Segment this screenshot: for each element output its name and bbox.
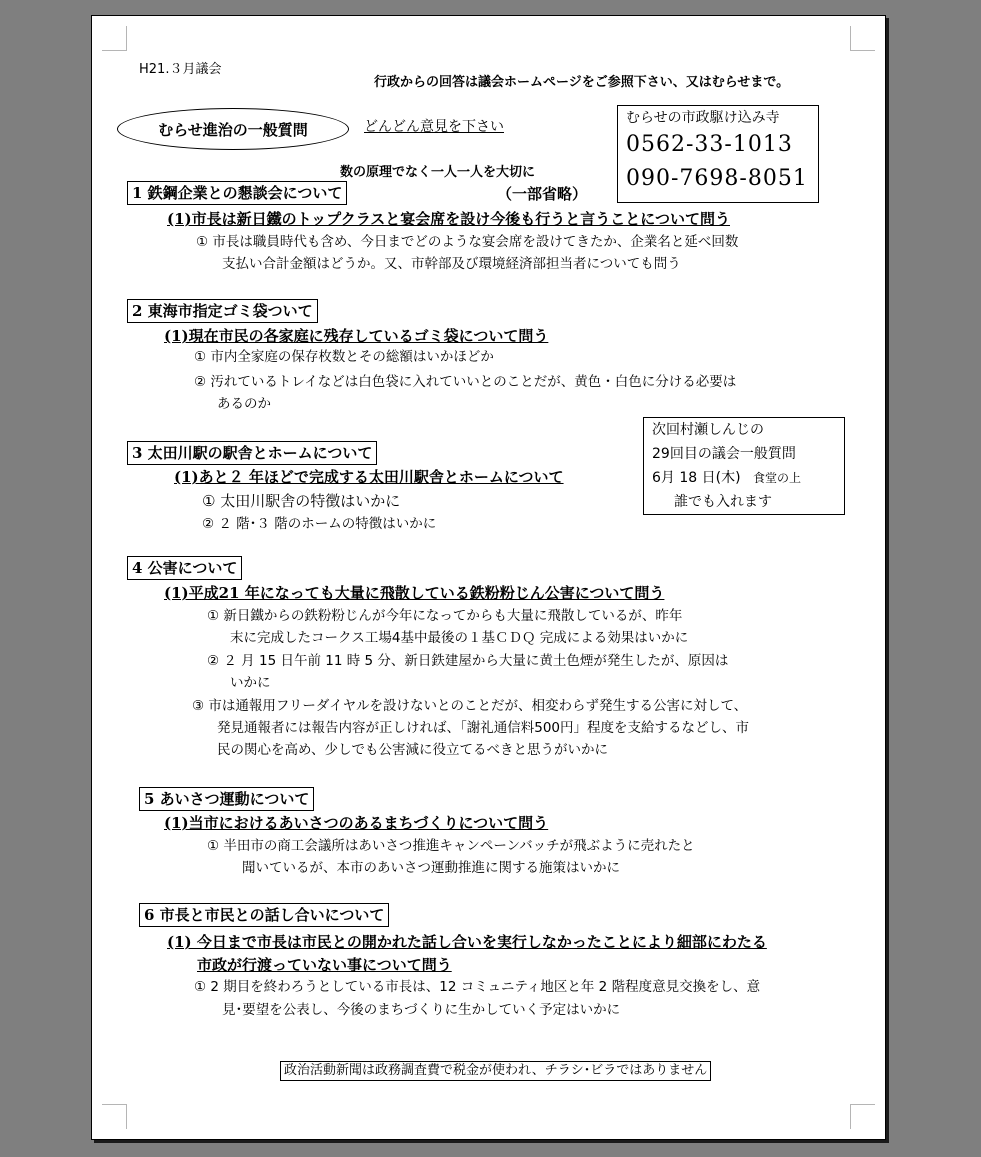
event-line-2: 29回目の議会一般質問 bbox=[652, 446, 796, 462]
section-6-subheading-cont: 市政が行渡っていない事について問う bbox=[197, 956, 452, 974]
section-5-item-line: 聞いているが、本市のあいさつ運動推進に関する施策はいかに bbox=[242, 860, 620, 876]
section-5-heading: 5 あいさつ運動について bbox=[139, 787, 314, 811]
event-date: 6月 18 日(木) bbox=[652, 470, 741, 486]
margin-corner-top-left bbox=[102, 26, 127, 51]
section-1-item-line: 支払い合計金額はどうか。又、市幹部及び環境経済部担当者についても問う bbox=[222, 256, 681, 272]
section-2-item-line: ② 汚れているトレイなどは白色袋に入れていいとのことだが、黄色・白色に分ける必要は bbox=[194, 374, 737, 390]
page-title: むらせ進治の一般質問 bbox=[158, 120, 308, 139]
section-4-item-line: いかに bbox=[230, 675, 271, 691]
phone-number-2: 090-7698-8051 bbox=[626, 166, 808, 191]
section-6-item-line: ① 2 期目を終わろうとしている市長は、12 コミュニティ地区と年 2 階程度意見交換をし、意 bbox=[194, 979, 761, 995]
session-label: H21.３月議会 bbox=[139, 62, 222, 77]
section-4-item-line: 民の関心を高め、少しでも公害減に役立てるべきと思うがいかに bbox=[217, 742, 608, 758]
opinion-request: どんどん意見を下さい bbox=[364, 119, 504, 135]
section-3-heading: 3 太田川駅の駅舎とホームについて bbox=[127, 441, 377, 465]
margin-corner-bottom-right bbox=[850, 1104, 875, 1129]
contact-label: むらせの市政駆け込み寺 bbox=[626, 110, 780, 126]
event-line-4: 誰でも入れます bbox=[674, 494, 772, 510]
event-place: 食堂の上 bbox=[753, 471, 802, 485]
slogan: 数の原理でなく一人一人を大切に bbox=[340, 165, 536, 180]
section-1-heading: 1 鉄鋼企業との懇談会について bbox=[127, 181, 347, 205]
footer-disclaimer: 政治活動新聞は政務調査費で税金が使われ、チラシ･ビラではありません bbox=[280, 1061, 711, 1081]
section-1-item-line: ① 市長は職員時代も含め、今日までどのような宴会席を設けてきたか、企業名と延べ回数 bbox=[196, 234, 739, 250]
section-4-item-line: ① 新日鐵からの鉄粉粉じんが今年になってからも大量に飛散しているが、昨年 bbox=[207, 608, 683, 624]
section-3-item-line: ② ２ 階･３ 階のホームの特徴はいかに bbox=[202, 516, 437, 532]
section-6-heading: 6 市長と市民との話し合いについて bbox=[139, 903, 389, 927]
section-3-subheading: (1)あと２ 年ほどで完成する太田川駅舎とホームについて bbox=[174, 468, 564, 486]
section-3-item-line: ① 太田川駅舎の特徴はいかに bbox=[202, 492, 401, 510]
answer-notice: 行政からの回答は議会ホームページをご参照下さい、又はむらせまで。 bbox=[374, 75, 790, 90]
contact-box bbox=[617, 105, 819, 203]
event-line-1: 次回村瀬しんじの bbox=[652, 422, 764, 438]
document-page bbox=[91, 15, 886, 1140]
section-6-item-line: 見･要望を公表し、今後のまちづくりに生かしていく予定はいかに bbox=[222, 1002, 621, 1018]
section-4-item-line: ② ２ 月 15 日午前 11 時 5 分、新日鉄建屋から大量に黄土色煙が発生したが、原因は bbox=[207, 653, 729, 669]
section-1-note: （一部省略） bbox=[497, 185, 588, 203]
section-5-item-line: ① 半田市の商工会議所はあいさつ推進キャンペーンバッチが飛ぶように売れたと bbox=[207, 838, 695, 854]
section-1-subheading: (1)市長は新日鐵のトップクラスと宴会席を設け今後も行うと言うことについて問う bbox=[167, 210, 730, 228]
section-4-heading: 4 公害について bbox=[127, 556, 242, 580]
section-2-subheading: (1)現在市民の各家庭に残存しているゴミ袋について問う bbox=[164, 327, 549, 345]
title-ellipse bbox=[117, 108, 349, 150]
section-2-item-line: ① 市内全家庭の保存枚数とその総額はいかほどか bbox=[194, 349, 494, 365]
section-4-item-line: ③ 市は通報用フリーダイヤルを設けないとのことだが、相変わらず発生する公害に対して、 bbox=[192, 698, 748, 714]
margin-corner-top-right bbox=[850, 26, 875, 51]
phone-number-1: 0562-33-1013 bbox=[626, 132, 793, 157]
margin-corner-bottom-left bbox=[102, 1104, 127, 1129]
section-2-item-line: あるのか bbox=[217, 396, 271, 412]
section-2-heading: 2 東海市指定ゴミ袋ついて bbox=[127, 299, 318, 323]
section-4-item-line: 発見通報者には報告内容が正しければ、「謝礼通信料500円」程度を支給するなどし、市 bbox=[217, 720, 750, 736]
section-6-subheading: (1) 今日まで市長は市民との開かれた話し合いを実行しなかったことにより細部にわたる bbox=[167, 933, 767, 951]
section-4-item-line: 末に完成したコークス工場4基中最後の１基ＣＤＱ 完成による効果はいかに bbox=[230, 630, 689, 646]
section-4-subheading: (1)平成21 年になっても大量に飛散している鉄粉粉じん公害について問う bbox=[164, 584, 665, 602]
next-question-box bbox=[643, 417, 845, 515]
section-5-subheading: (1)当市におけるあいさつのあるまちづくりについて問う bbox=[164, 814, 549, 832]
event-date-line bbox=[652, 466, 836, 490]
